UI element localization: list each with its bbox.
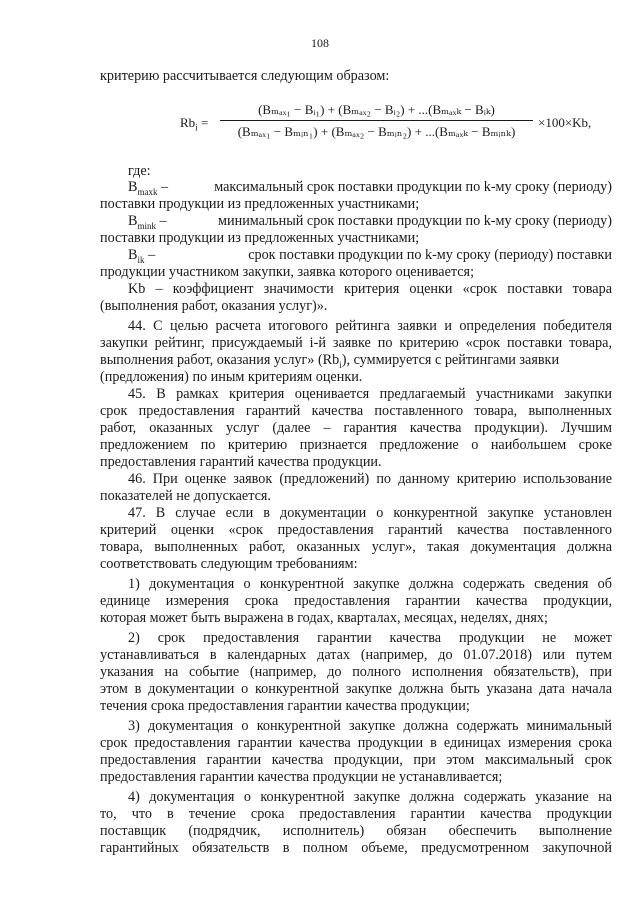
- text-line: минимальный срок поставки продукции по k-му сроку (периоду): [218, 213, 612, 229]
- text-line: 4) документация о конкурентной закупке должна содержать указание на: [128, 789, 612, 805]
- text-line: 2) срок предоставления гарантии качества продукции не может: [128, 630, 612, 646]
- text-line: работ, оказанных услуг (далее – гарантия качества продукции). Лучшим: [100, 420, 612, 436]
- symbol-b: B: [128, 179, 138, 195]
- text-line: выполнения работ, оказания услуг» (Rb: [100, 352, 340, 368]
- formula-lhs-symbol: Rb: [180, 115, 196, 130]
- dash: –: [161, 179, 169, 195]
- text-line: предоставления гарантии качества продукции, при этом максимальный срок: [100, 752, 612, 768]
- text-line: которая может быть выражена в годах, кварталах, месяцах, неделях, днях;: [100, 610, 548, 626]
- symbol-subscript: ik: [137, 254, 145, 265]
- dash: –: [148, 247, 156, 263]
- text-line: максимальный срок поставки продукции по k-му сроку (периоду): [214, 179, 612, 195]
- text-line: соответствовать следующим требованиям:: [100, 556, 358, 572]
- formula-rhs: ×100×Kb,: [538, 115, 592, 130]
- text-line: поставки продукции из предложенных участниками;: [100, 230, 420, 246]
- text-line: предоставления гарантий качества продукции.: [100, 454, 382, 470]
- formula-fraction: [220, 100, 533, 141]
- formula-equals: =: [200, 115, 209, 130]
- text-line: течения срока предоставления гарантии качества продукции;: [100, 698, 470, 714]
- formula-denominator: (Bₘₐₓ₁ − Bₘᵢₙ₁) + (Bₘₐₓ₂ − Bₘᵢₙ₂) + ...(Bₘₐₓₖ − Bₘᵢₙₖ): [237, 124, 516, 139]
- text-line: продукции участником закупки, заявка которого оценивается;: [100, 264, 475, 280]
- text-line: критерию рассчитывается следующим образом:: [100, 68, 390, 84]
- text-line: то, что в течение срока предоставления гарантии качества продукции: [100, 806, 612, 822]
- text-line: предложением по критерию признается предложение о наибольшем сроке: [100, 437, 612, 453]
- text-line: товара, выполненных работ, оказанных услуг», такая документация должна: [100, 539, 612, 555]
- text-line: 1) документация о конкурентной закупке должна содержать сведения об: [128, 576, 612, 592]
- text-line: поставки продукции из предложенных участниками;: [100, 196, 420, 212]
- text-line: (выполнения работ, оказания услуг)».: [100, 298, 328, 314]
- rb-subscript: i: [339, 359, 342, 370]
- text-line: единице измерения срока предоставления гарантии качества продукции,: [100, 593, 612, 609]
- symbol-subscript: maxk: [137, 186, 158, 197]
- text-line: закупки рейтинг, присуждаемый i-й заявке по критерию «срок поставки товара,: [100, 335, 612, 351]
- text-line: 46. При оценке заявок (предложений) по данному критерию использование: [128, 471, 612, 487]
- text-line: срок поставки продукции по k-му сроку (периоду) поставки: [248, 247, 612, 263]
- text-line: показателей не допускается.: [100, 488, 271, 504]
- symbol-b: B: [128, 247, 138, 263]
- text-line: этом в документации о конкурентной закупке должна быть указана дата начала: [100, 681, 612, 697]
- text-line: 44. С целью расчета итогового рейтинга заявки и определения победителя: [128, 318, 612, 334]
- symbol-b: B: [128, 213, 138, 229]
- rating-formula: [180, 100, 592, 148]
- text-line: поставщик (подрядчик, исполнитель) обязан обеспечить выполнение: [100, 823, 612, 839]
- formula-lhs-subscript: i: [195, 122, 198, 133]
- text-line: критерий оценки «срок предоставления гарантий качества поставленного: [100, 522, 612, 538]
- text-line: (предложения) по иным критериям оценки.: [100, 369, 363, 385]
- text-line: 45. В рамках критерия оценивается предлагаемый участниками закупки: [128, 386, 612, 402]
- text-line: 47. В случае если в документации о конкурентной закупке установлен: [128, 505, 612, 521]
- text-line: гарантийных обязательств в полном объеме, предусмотренном закупочной: [100, 840, 612, 856]
- text-line: где:: [128, 163, 151, 179]
- text-line: срок предоставления гарантии качества продукции в единицах измерения срока: [100, 735, 612, 751]
- text-line: 3) документация о конкурентной закупке должна содержать минимальный: [128, 718, 612, 734]
- formula-numerator: (Bₘₐₓ₁ − Bᵢ₁) + (Bₘₐₓ₂ − Bᵢ₂) + ...(Bₘₐₓₖ − Bᵢₖ): [258, 102, 495, 117]
- page-number: 108: [311, 36, 329, 50]
- text-line: ), суммируется с рейтингами заявки: [341, 352, 560, 368]
- dash: –: [159, 213, 167, 229]
- text-line: указания на событие (например, до полного исполнения обязательств), при: [100, 664, 612, 680]
- text-line: Kb – коэффициент значимости критерия оценки «срок поставки товара: [128, 281, 612, 297]
- symbol-subscript: mink: [137, 220, 156, 231]
- text-line: срок предоставления гарантий качества поставленного товара, выполненных: [100, 403, 612, 419]
- text-line: устанавливаться в календарных датах (например, до 01.07.2018) или путем: [100, 647, 612, 663]
- formula-lhs: [180, 115, 208, 133]
- text-line: предоставления гарантии качества продукции не устанавливается;: [100, 769, 503, 785]
